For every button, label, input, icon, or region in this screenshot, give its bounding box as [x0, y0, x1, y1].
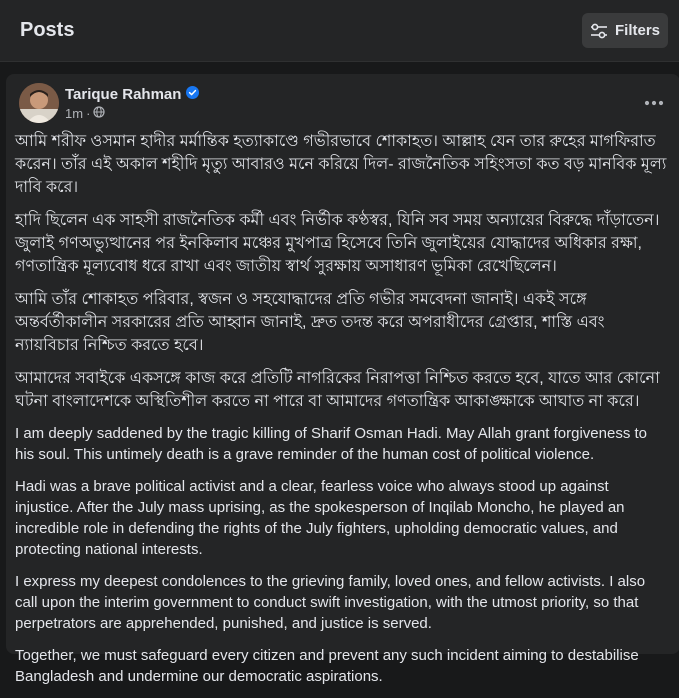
author-name-text: Tarique Rahman: [65, 86, 182, 103]
verified-badge-icon: [186, 86, 199, 104]
post-paragraph-en: I express my deepest condolences to the grieving family, loved ones, and fellow activists. I also call upon the interim government to conduct swift investigation, with the utmost priority, so that perpetrators are apprehended, punished, and justice is served.: [15, 573, 646, 632]
globe-icon: [93, 106, 105, 122]
post-paragraph-en: Together, we must safeguard every citizen and prevent any such incident aiming to destabilise Bangladesh and undermine our democratic aspirations.: [15, 647, 639, 685]
meta-separator: ·: [86, 106, 91, 121]
post-paragraph-en: I am deeply saddened by the tragic killing of Sharif Osman Hadi. May Allah grant forgiveness to his soul. This untimely death is a grave reminder of the human cost of political violence.: [15, 425, 647, 463]
post-body: [15, 130, 670, 698]
post-paragraph-en: Hadi was a brave political activist and a clear, fearless voice who always stood up against injustice. After the July mass uprising, as the spokesperson of Inqilab Moncho, he played an incredible role in defending the rights of the July fighters, upholding democratic values, and protecting national interests.: [15, 478, 625, 558]
post-meta: [65, 106, 105, 122]
posts-header: [0, 0, 679, 62]
more-horizontal-icon: [644, 93, 664, 111]
post-time[interactable]: 1m: [65, 106, 84, 121]
post-card: [6, 74, 679, 685]
post-paragraph-bn: আমাদের সবাইকে একসঙ্গে কাজ করে প্রতিটি নাগরিকের নিরাপত্তা নিশ্চিত করতে হবে, যাতে আর কোনো ঘটনা বাংলাদেশকে অস্থিতিশীল করতে না পারে বা আমাদের গণতান্ত্রিক আকাঙ্ক্ষাকে আঘাত না করে।: [15, 370, 660, 410]
post-paragraph-bn: আমি শরীফ ওসমান হাদীর মর্মান্তিক হত্যাকাণ্ডে গভীরভাবে শোকাহত। আল্লাহ যেন তার রুহের মাগফিরাত করেন। তাঁর এই অকাল শহীদি মৃত্যু আবারও মনে করিয়ে দিল- রাজনৈতিক সহিংসতা কত বড় মানবিক মূল্য দাবি করে।: [15, 133, 667, 196]
post-paragraph-bn: হাদি ছিলেন এক সাহসী রাজনৈতিক কর্মী এবং নির্ভীক কণ্ঠস্বর, যিনি সব সময় অন্যায়ের বিরুদ্ধে দাঁড়াতেন। জুলাই গণঅভ্যুত্থানের পর ইনকিলাব মঞ্চের মুখপাত্র হিসেবে তিনি জুলাইয়ের যোদ্ধাদের অধিকার রক্ষা, গণতান্ত্রিক মূল্যবোধ ধরে রাখা এবং জাতীয় স্বার্থ সুরক্ষায় অসাধারণ ভূমিকা রেখেছিলেন।: [15, 212, 660, 275]
sliders-icon: [590, 23, 608, 39]
avatar[interactable]: [19, 83, 59, 123]
more-options-button[interactable]: [636, 90, 672, 114]
author-name[interactable]: [65, 86, 199, 104]
filters-button[interactable]: [582, 13, 668, 48]
filters-label: Filters: [614, 22, 660, 39]
page-title: Posts: [20, 19, 75, 41]
post-paragraph-bn: আমি তাঁর শোকাহত পরিবার, স্বজন ও সহযোদ্ধাদের প্রতি গভীর সমবেদনা জানাই। একই সঙ্গে অন্তর্বর্তীকালীন সরকারের প্রতি আহ্বান জানাই, দ্রুত তদন্ত করে অপরাধীদের গ্রেপ্তার, শাস্তি এবং ন্যায়বিচার নিশ্চিত করতে হবে।: [15, 291, 605, 354]
